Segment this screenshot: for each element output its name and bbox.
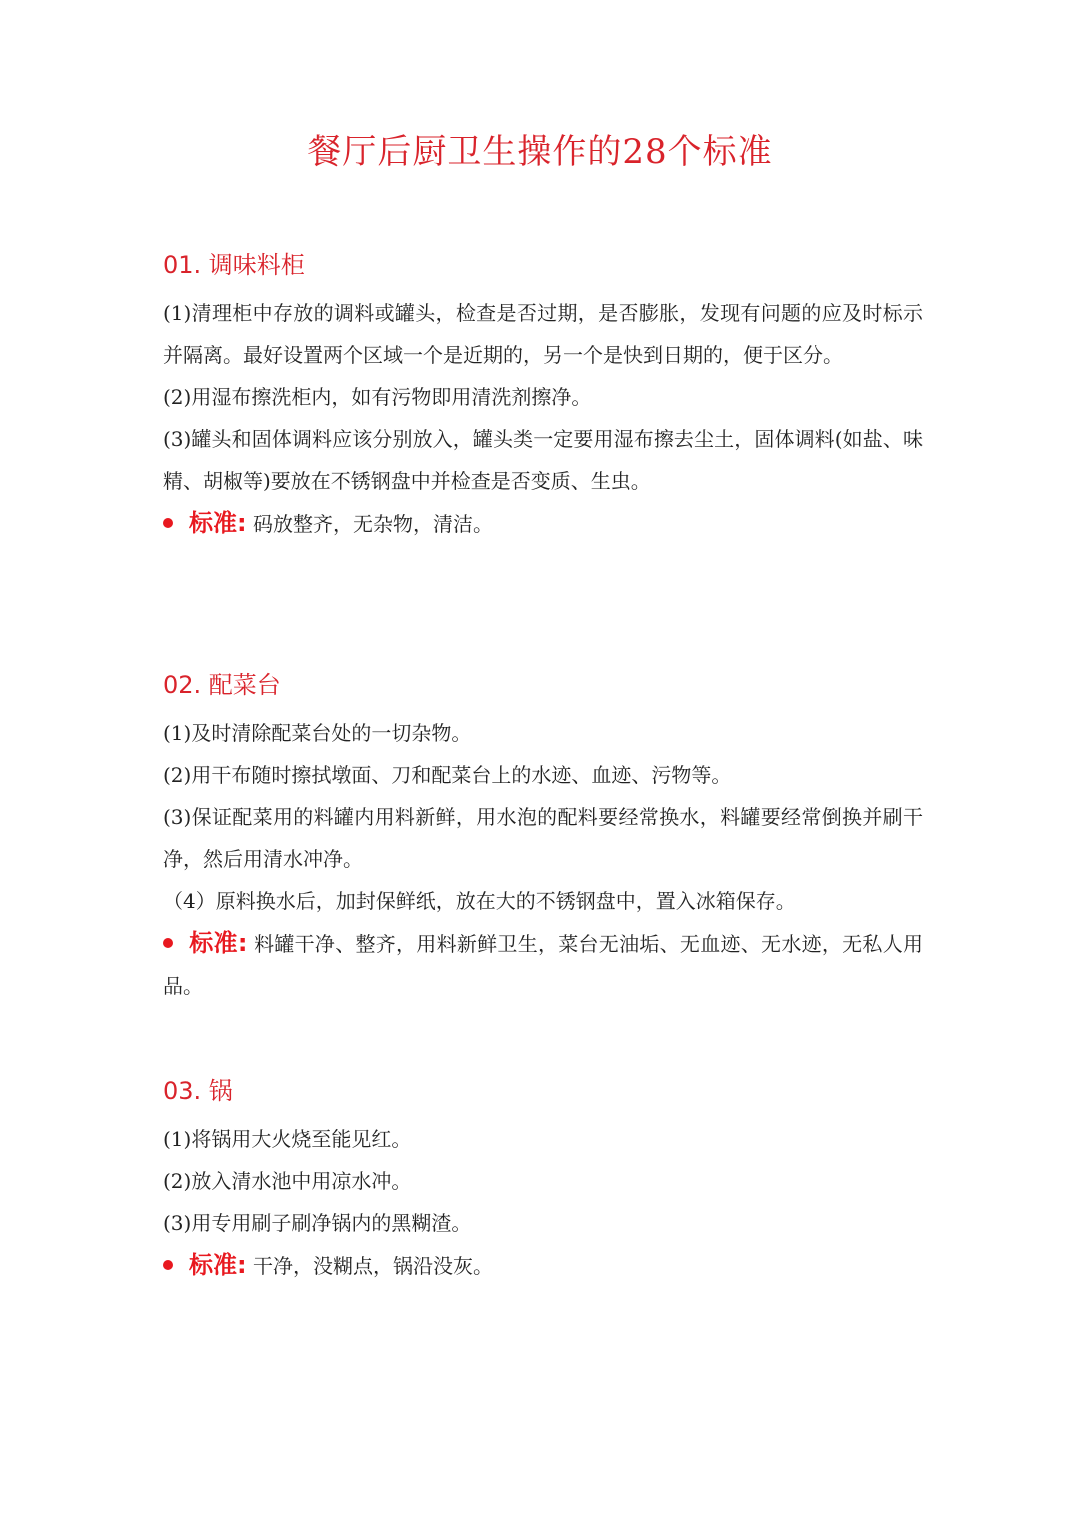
bullet-dot-icon bbox=[163, 938, 173, 948]
list-item: (1)清理柜中存放的调料或罐头，检查是否过期，是否膨胀，发现有问题的应及时标示并隔离。最好设置两个区域一个是近期的，另一个是快到日期的，便于区分。 bbox=[163, 301, 923, 367]
standard-text: 干净，没糊点，锅沿没灰。 bbox=[246, 1254, 493, 1278]
section-wok bbox=[163, 1074, 923, 1287]
list-item: (1)及时清除配菜台处的一切杂物。 bbox=[163, 721, 472, 745]
document-title: 餐厅后厨卫生操作的28个标准 bbox=[307, 132, 773, 172]
standard-text: 料罐干净、整齐，用料新鲜卫生，菜台无油垢、无血迹、无水迹，无私人用品。 bbox=[163, 932, 923, 998]
list-item: （4）原料换水后，加封保鲜纸，放在大的不锈钢盘中，置入冰箱保存。 bbox=[163, 889, 796, 913]
standard-label: 标准: bbox=[189, 929, 248, 957]
list-item: (2)用湿布擦洗柜内，如有污物即用清洗剂擦净。 bbox=[163, 385, 592, 409]
section-heading: 02. 配菜台 bbox=[163, 671, 281, 699]
list-item: (1)将锅用大火烧至能见红。 bbox=[163, 1127, 412, 1151]
list-item: (2)放入清水池中用凉水冲。 bbox=[163, 1169, 412, 1193]
standard-label: 标准: bbox=[189, 1251, 247, 1279]
list-item: (3)保证配菜用的料罐内用料新鲜，用水泡的配料要经常换水，料罐要经常倒换并刷干净，然后用清水冲净。 bbox=[163, 805, 923, 871]
section-prep-table bbox=[163, 668, 923, 1007]
standard-line bbox=[163, 922, 923, 1007]
standard-line bbox=[163, 1244, 923, 1287]
section-seasoning-cabinet bbox=[163, 248, 923, 545]
bullet-dot-icon bbox=[163, 1260, 173, 1270]
list-item: (3)用专用刷子刷净锅内的黑糊渣。 bbox=[163, 1211, 472, 1235]
list-item: (3)罐头和固体调料应该分别放入，罐头类一定要用湿布擦去尘土，固体调料(如盐、味精、胡椒等)要放在不锈钢盘中并检查是否变质、生虫。 bbox=[163, 427, 923, 493]
bullet-dot-icon bbox=[163, 518, 173, 528]
standard-label: 标准: bbox=[189, 509, 247, 537]
section-heading: 03. 锅 bbox=[163, 1077, 233, 1105]
standard-text: 码放整齐，无杂物，清洁。 bbox=[246, 512, 493, 536]
section-heading: 01. 调味料柜 bbox=[163, 251, 305, 279]
list-item: (2)用干布随时擦拭墩面、刀和配菜台上的水迹、血迹、污物等。 bbox=[163, 763, 732, 787]
standard-line bbox=[163, 502, 923, 545]
